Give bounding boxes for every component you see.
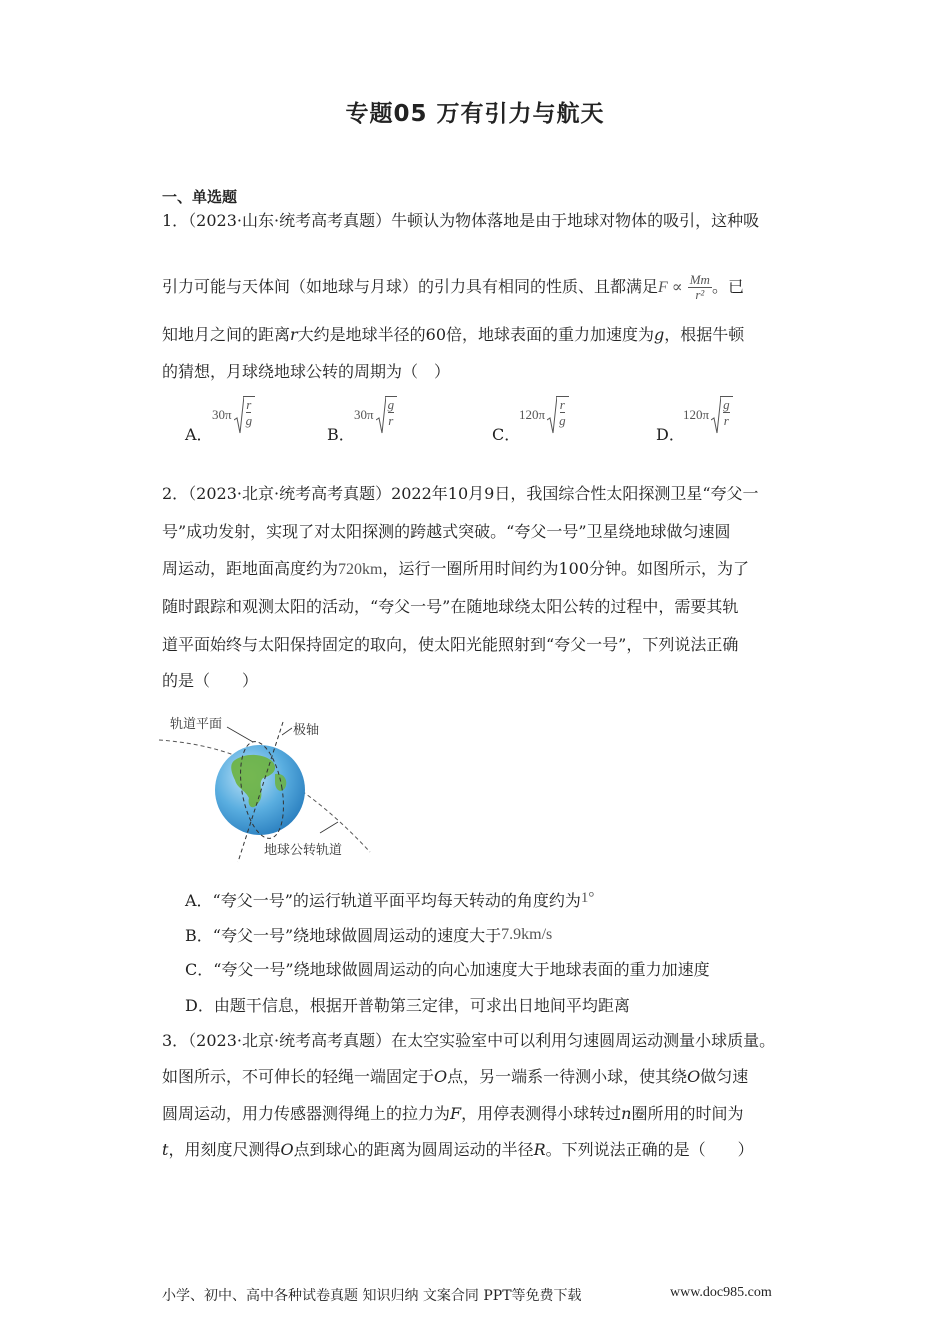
q3-var-n: n — [621, 1104, 632, 1123]
q2-option-b[interactable] — [185, 924, 552, 947]
page-title: 专题05 万有引力与航天 — [345, 101, 605, 127]
q1-formula-fraction — [688, 273, 712, 302]
q1-var-g: g — [654, 325, 665, 344]
option-num: g — [723, 397, 730, 412]
q1-formula-den: r² — [695, 287, 705, 302]
q3-var-o: O — [434, 1067, 448, 1086]
q2-option-c[interactable]: C．“夸父一号”绕地球做圆周运动的向心加速度大于地球表面的重力加速度 — [185, 960, 710, 979]
q1-line-4: 的猜想，月球绕地球公转的周期为（ ） — [162, 362, 451, 381]
option-radicand — [385, 396, 398, 434]
option-math: 7.9km/s — [501, 926, 553, 943]
option-radicand — [556, 396, 569, 434]
figure-label-orbit-plane: 轨道平面 — [170, 717, 223, 732]
q1-text: ，根据牛顿 — [664, 325, 745, 344]
q3-var-r: R — [533, 1140, 546, 1159]
q1-line-2 — [162, 273, 744, 302]
q1-text: 知地月之间的距离 — [162, 325, 291, 344]
q2-text: ，运行一圈所用时间约为100分钟。如图所示，为了 — [382, 559, 750, 578]
label-pointer — [227, 727, 253, 742]
q3-text: 。下列说法正确的是（ ） — [545, 1140, 754, 1159]
q2-option-a[interactable] — [185, 887, 594, 912]
option-math: 1° — [580, 890, 595, 906]
option-den: g — [559, 413, 566, 428]
q1-text: 。已 — [711, 277, 744, 296]
q3-text: 点到球心的距离为圆周运动的半径 — [293, 1140, 534, 1159]
section-heading: 一、单选题 — [162, 188, 238, 206]
q1-formula-num: Mm — [689, 272, 710, 287]
q3-text: ，用停表测得小球转过 — [461, 1104, 622, 1123]
q2-option-d[interactable]: D．由题干信息，根据开普勒第三定律，可求出日地间平均距离 — [185, 996, 630, 1015]
option-radicand — [720, 396, 733, 434]
option-coef: 120π — [683, 407, 710, 422]
option-label: B． — [327, 425, 355, 444]
q2-line-5: 道平面始终与太阳保持固定的取向，使太阳光能照射到“夸父一号”，下列说法正确 — [162, 635, 739, 654]
q3-var-o: O — [280, 1140, 294, 1159]
q3-text: 做匀速 — [700, 1067, 749, 1086]
q2-text: 周运动，距地面高度约为 — [162, 559, 339, 578]
option-den: r — [723, 413, 729, 428]
q3-var-f: F — [450, 1104, 462, 1123]
q3-text: 圈所用的时间为 — [631, 1104, 744, 1123]
option-num: r — [246, 397, 252, 412]
q2-height-value: 720km — [338, 561, 383, 578]
label-pointer — [320, 822, 338, 833]
q1-var-r: r — [290, 325, 298, 344]
option-num: g — [387, 397, 395, 412]
q2-line-4: 随时跟踪和观测太阳的活动，“夸父一号”在随地球绕太阳公转的过程中，需要其轨 — [162, 597, 739, 616]
q3-text: ，用刻度尺测得 — [168, 1140, 281, 1159]
q2-line-2: 号”成功发射，实现了对太阳探测的跨越式突破。“夸父一号”卫星绕地球做匀速圆 — [162, 522, 731, 541]
q3-var-t: t — [162, 1140, 169, 1159]
option-text: B．“夸父一号”绕地球做圆周运动的速度大于 — [185, 926, 502, 945]
footer-text: 小学、初中、高中各种试卷真题 知识归纳 文案合同 PPT等免费下载 — [162, 1288, 582, 1304]
figure-label-earth-orbit: 地球公转轨道 — [264, 843, 343, 858]
option-den: r — [388, 413, 394, 428]
page-footer — [162, 1285, 772, 1305]
option-coef: 30π — [354, 407, 374, 422]
q2-line-6: 的是（ ） — [162, 671, 259, 690]
q3-line-4 — [162, 1139, 754, 1161]
option-label: C． — [492, 425, 521, 444]
option-expression — [354, 396, 397, 434]
earth-orbit-figure — [155, 702, 375, 874]
q1-formula-f: F ∝ — [658, 279, 683, 296]
q2-line-3 — [162, 558, 749, 581]
option-label: A． — [185, 425, 213, 444]
option-den: g — [245, 413, 253, 428]
option-coef: 120π — [519, 407, 546, 422]
q3-text: 点，另一端系一待测小球，使其绕 — [447, 1067, 688, 1086]
q1-line-3 — [162, 324, 744, 346]
option-text: A．“夸父一号”的运行轨道平面平均每天转动的角度约为 — [185, 891, 581, 910]
footer-link[interactable]: www.doc985.com — [670, 1285, 772, 1300]
q3-line-1: 3．（2023·北京·统考高考真题）在太空实验室中可以利用匀速圆周运动测量小球质量。 — [162, 1031, 776, 1050]
option-coef: 30π — [212, 407, 232, 422]
q3-line-2 — [162, 1066, 748, 1088]
q2-line-1: 2．（2023·北京·统考高考真题）2022年10月9日，我国综合性太阳探测卫星“夸父一 — [162, 484, 759, 503]
q3-text: 如图所示，不可伸长的轻绳一端固定于 — [162, 1067, 435, 1086]
option-expression — [212, 396, 255, 434]
option-num: r — [559, 397, 565, 412]
figure-label-polar-axis: 极轴 — [293, 723, 320, 738]
label-pointer — [282, 728, 292, 735]
option-expression — [683, 396, 733, 434]
q1-text: 引力可能与天体间（如地球与月球）的引力具有相同的性质、且都满足 — [162, 277, 659, 296]
option-radicand — [243, 396, 256, 434]
q1-text: 大约是地球半径的60倍，地球表面的重力加速度为 — [297, 325, 655, 344]
option-expression — [519, 396, 569, 434]
q3-text: 圆周运动，用力传感器测得绳上的拉力为 — [162, 1104, 451, 1123]
q3-line-3 — [162, 1103, 743, 1125]
q1-line-1: 1．（2023·山东·统考高考真题）牛顿认为物体落地是由于地球对物体的吸引，这种吸 — [162, 211, 760, 230]
option-label: D． — [656, 425, 685, 444]
q3-var-o: O — [687, 1067, 701, 1086]
